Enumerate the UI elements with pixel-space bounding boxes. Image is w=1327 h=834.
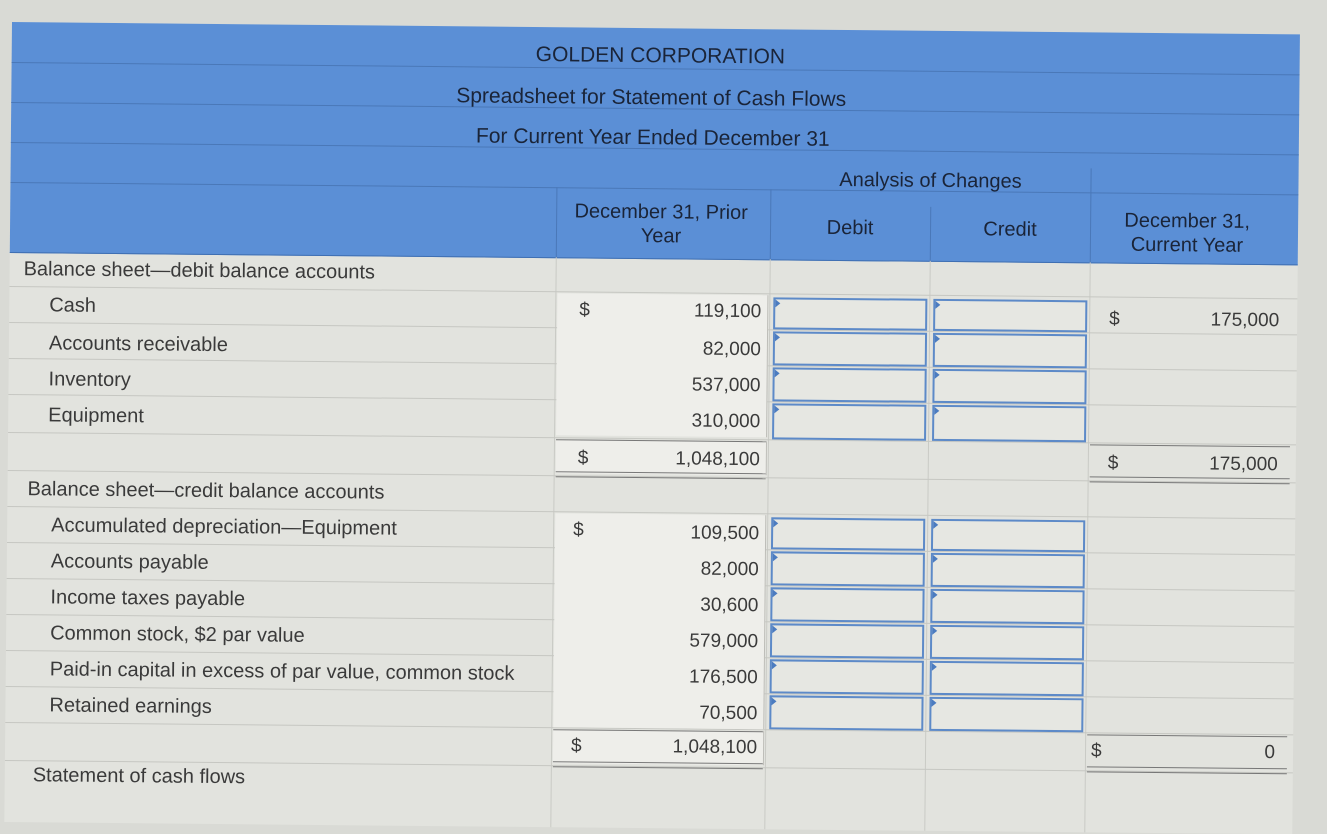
sheet-title: Spreadsheet for Statement of Cash Flows (456, 84, 847, 112)
company-name: GOLDEN CORPORATION (535, 43, 786, 69)
prior-value: 310,000 (691, 410, 761, 433)
debit-input[interactable] (773, 297, 927, 330)
current-value: 175,000 (1210, 309, 1280, 332)
credit-section-header: Balance sheet—credit balance accounts (27, 478, 385, 504)
currency-symbol: $ (570, 735, 582, 757)
col-analysis-of-changes: Analysis of Changes (839, 168, 1022, 193)
prior-value: 70,500 (699, 702, 758, 725)
credit-input[interactable] (931, 519, 1085, 552)
debit-input[interactable] (769, 695, 923, 730)
prior-value: 30,600 (700, 594, 759, 617)
prior-value: 82,000 (700, 558, 759, 581)
account-name: Income taxes payable (50, 586, 246, 611)
account-name: Equipment (48, 404, 144, 428)
account-name: Common stock, $2 par value (50, 622, 305, 647)
currency-symbol: $ (579, 299, 590, 321)
spreadsheet (4, 22, 1300, 834)
credit-input[interactable] (932, 369, 1086, 404)
prior-value: 537,000 (691, 374, 761, 397)
prior-total: 1,048,100 (675, 448, 760, 471)
credit-input[interactable] (930, 661, 1084, 696)
debit-input[interactable] (771, 551, 925, 586)
debit-input[interactable] (770, 659, 924, 694)
credit-input[interactable] (933, 333, 1087, 368)
currency-symbol: $ (577, 447, 589, 469)
credit-input[interactable] (932, 405, 1086, 442)
debit-section-header: Balance sheet—debit balance accounts (23, 258, 376, 284)
prior-total: 1,048,100 (672, 736, 758, 759)
credit-input[interactable] (930, 625, 1084, 660)
currency-symbol: $ (1107, 452, 1119, 474)
prior-value: 579,000 (689, 630, 759, 653)
credit-input[interactable] (929, 697, 1083, 732)
credit-input[interactable] (931, 553, 1085, 588)
cash-flows-section-header: Statement of cash flows (32, 764, 246, 789)
debit-input[interactable] (770, 587, 924, 622)
currency-symbol: $ (1090, 740, 1102, 762)
account-name: Accounts receivable (48, 332, 228, 357)
currency-symbol: $ (1109, 308, 1120, 330)
account-name: Paid-in capital in excess of par value, common stock (49, 658, 515, 685)
credit-input[interactable] (933, 299, 1087, 332)
debit-input[interactable] (771, 517, 925, 550)
credit-input[interactable] (930, 589, 1084, 624)
prior-value: 176,500 (688, 666, 758, 689)
debit-input[interactable] (772, 403, 926, 440)
currency-symbol: $ (573, 519, 584, 541)
account-name: Cash (49, 294, 97, 317)
debit-input[interactable] (773, 331, 927, 366)
prior-value: 109,500 (690, 522, 760, 545)
current-total: 0 (1264, 742, 1276, 764)
current-total: 175,000 (1209, 453, 1278, 476)
sheet-period: For Current Year Ended December 31 (475, 124, 830, 151)
prior-value: 82,000 (702, 338, 761, 361)
col-current-year: December 31, Current Year (1124, 209, 1251, 257)
col-credit: Credit (983, 218, 1037, 241)
account-name: Accounts payable (50, 550, 209, 574)
debit-input[interactable] (772, 367, 926, 402)
col-debit: Debit (826, 216, 874, 240)
col-prior-year: December 31, Prior Year (574, 200, 749, 248)
account-name: Inventory (48, 368, 131, 392)
debit-input[interactable] (770, 623, 924, 658)
account-name: Accumulated depreciation—Equipment (51, 514, 398, 540)
account-name: Retained earnings (49, 694, 212, 718)
prior-value: 119,100 (693, 300, 762, 323)
